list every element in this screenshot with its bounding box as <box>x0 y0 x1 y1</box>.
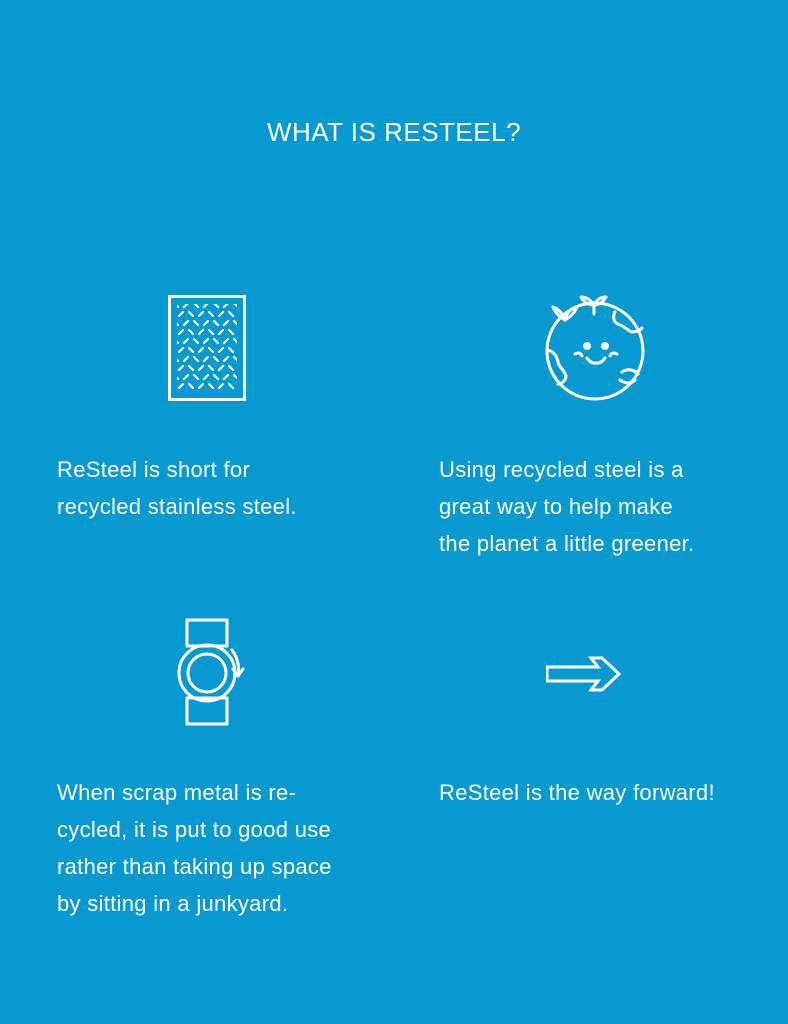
plate-tread-mark <box>194 357 198 361</box>
plate-tread-mark <box>214 339 218 343</box>
plate-tread-mark <box>234 375 238 379</box>
plate-tread-mark <box>179 330 183 334</box>
plate-tread-mark <box>184 321 188 325</box>
plate-tread-mark <box>219 366 223 370</box>
plate-tread-mark <box>199 330 203 334</box>
plate-tread-mark <box>204 321 208 325</box>
plate-tread-mark <box>194 339 198 343</box>
plate-tread-mark <box>204 303 208 307</box>
plate-tread-mark <box>189 330 193 334</box>
text-line: ReSteel is the way forward! <box>439 780 715 805</box>
plate-tread-mark <box>199 384 203 388</box>
plate-tread-mark <box>239 366 243 370</box>
plate-tread-mark <box>229 366 233 370</box>
plate-tread-mark <box>204 357 208 361</box>
text-line: great way to help make <box>439 494 674 519</box>
plate-tread-mark <box>199 366 203 370</box>
plate-tread-mark <box>209 312 213 316</box>
plate-tread-mark <box>224 339 228 343</box>
plate-tread-mark <box>189 348 193 352</box>
plate-tread-mark <box>209 348 213 352</box>
plate-tread-mark <box>234 357 238 361</box>
plate-tread-mark <box>219 312 223 316</box>
text-line: cycled, it is put to good use <box>57 817 332 842</box>
plate-tread-mark <box>224 303 228 307</box>
plate-tread-mark <box>179 312 183 316</box>
plate-tread-mark <box>214 321 218 325</box>
plate-tread-mark <box>179 348 183 352</box>
plate-tread-mark <box>199 348 203 352</box>
plate-tread-mark <box>174 321 178 325</box>
plate-tread-mark <box>189 312 193 316</box>
plate-tread-mark <box>209 366 213 370</box>
text-line: rather than taking up space <box>57 854 332 879</box>
plate-tread-mark <box>219 348 223 352</box>
plate-tread-mark <box>174 303 178 307</box>
plate-tread-mark <box>189 366 193 370</box>
plate-tread-mark <box>224 357 228 361</box>
feature-text-way-forward <box>439 774 715 811</box>
plate-tread-mark <box>214 303 218 307</box>
plate-tread-mark <box>199 312 203 316</box>
plate-tread-mark <box>174 339 178 343</box>
text-line: ReSteel is short for <box>57 457 251 482</box>
plate-tread-mark <box>184 375 188 379</box>
page-title: WHAT IS RESTEEL? <box>266 117 522 147</box>
plate-tread-mark <box>234 303 238 307</box>
plate-tread-mark <box>194 303 198 307</box>
plate-tread-mark <box>234 321 238 325</box>
plate-tread-mark <box>234 339 238 343</box>
plate-tread-mark <box>214 375 218 379</box>
plate-tread-mark <box>179 384 183 388</box>
plate-tread-mark <box>184 357 188 361</box>
plate-tread-mark <box>229 312 233 316</box>
plate-tread-mark <box>224 321 228 325</box>
plate-tread-mark <box>229 330 233 334</box>
feature-text-short-for <box>57 451 297 525</box>
text-line: by sitting in a junkyard. <box>57 891 289 916</box>
steel-plate-icon <box>168 295 246 401</box>
plate-tread-mark <box>224 375 228 379</box>
recycling-watch-icon <box>172 618 246 728</box>
text-line: the planet a little greener. <box>439 531 695 556</box>
plate-tread-mark <box>174 357 178 361</box>
plate-tread-mark <box>194 321 198 325</box>
plate-tread-mark <box>214 357 218 361</box>
plate-tread-mark <box>219 384 223 388</box>
plate-tread-mark <box>209 330 213 334</box>
plate-tread-mark <box>209 384 213 388</box>
arrow-right-icon <box>546 655 622 693</box>
plate-tread-mark <box>184 339 188 343</box>
text-line: When scrap metal is re- <box>57 780 297 805</box>
plate-tread-mark <box>239 348 243 352</box>
plate-tread-mark <box>204 375 208 379</box>
plate-tread-mark <box>204 339 208 343</box>
text-line: recycled stainless steel. <box>57 494 297 519</box>
plate-tread-mark <box>239 384 243 388</box>
text-line: Using recycled steel is a <box>439 457 684 482</box>
plate-tread-mark <box>184 303 188 307</box>
plate-tread-mark <box>229 348 233 352</box>
plate-tread-mark <box>229 384 233 388</box>
plate-tread-mark <box>239 312 243 316</box>
feature-text-greener <box>439 451 694 562</box>
plate-tread-mark <box>194 375 198 379</box>
plate-tread-mark <box>189 384 193 388</box>
feature-text-recycled <box>57 774 332 922</box>
plate-tread-mark <box>179 366 183 370</box>
plate-tread-mark <box>174 375 178 379</box>
plate-tread-mark <box>239 330 243 334</box>
smiling-planet-icon <box>542 292 648 404</box>
plate-tread-mark <box>219 330 223 334</box>
